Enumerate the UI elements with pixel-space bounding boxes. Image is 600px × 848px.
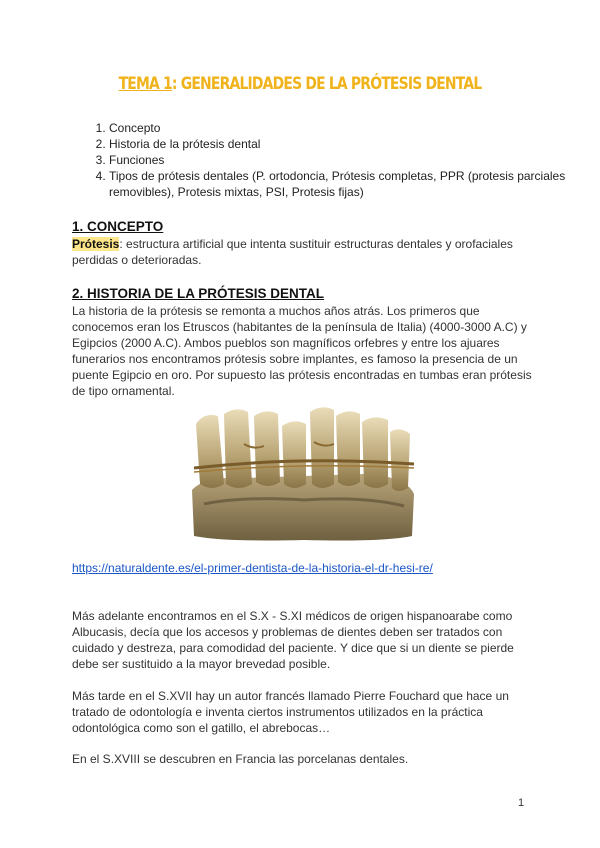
title-topic: TEMA 1 — [118, 74, 172, 94]
toc-item: 3. Funciones — [109, 152, 579, 168]
page-number: 1 — [518, 797, 525, 809]
concepto-text: : estructura artificial que intenta sustituir estructuras dentales y orofaciales perdidas o deterioradas. — [72, 237, 513, 267]
source-link-line — [72, 560, 532, 576]
table-of-contents — [72, 120, 579, 200]
source-link[interactable]: https://naturaldente.es/el-primer-dentista-de-la-historia-el-dr-hesi-re/ — [72, 561, 433, 575]
page-title — [54, 74, 546, 94]
toc-item: 1. Concepto — [109, 120, 579, 136]
concepto-paragraph — [72, 236, 532, 268]
section-heading-historia: 2. HISTORIA DE LA PRÓTESIS DENTAL — [72, 286, 325, 301]
paragraph-fouchard: Más tarde en el S.XVII hay un autor francés llamado Pierre Fouchard que hace un tratado de odontología e inventa ciertos instrumentos utilizados en la práctica odontológica como son el gatillo, el abrebocas… — [72, 689, 509, 735]
toc-item: 4. Tipos de prótesis dentales (P. ortodoncia, Prótesis completas, PPR (protesis parciales removibles), Protesis mixtas, PSI, Protesis fijas) — [109, 168, 579, 200]
section-heading-concepto: 1. CONCEPTO — [72, 219, 164, 234]
historia-paragraph: La historia de la prótesis se remonta a muchos años atrás. Los primeros que conocemos eran los Etruscos (habitantes de la península de Italia) (4000-3000 A.C) y Egipcios (2000 A.C). Ambos pueblos son magníficos orfebres y entre los ajuares funerarios nos encontramos prótesis sobre implantes, es famoso la presencia de un puente Egipcio en oro. Por supuesto las prótesis encontradas en tumbas eran prótesis de tipo ornamental. — [72, 304, 532, 398]
title-subject: : GENERALIDADES DE LA PRÓTESIS DENTAL — [171, 74, 482, 94]
toc-item: 2. Historia de la prótesis dental — [109, 136, 579, 152]
paragraph-albucasis: Más adelante encontramos en el S.X - S.XI médicos de origen hispanoarabe como Albucasis, decía que los accesos y problemas de dientes deben ser tratados con cuidado y destreza, para comodidad del paciente. Y dice que si un diente se pierde debe ser sustituido a la mayor brevedad posible. — [72, 609, 514, 671]
highlighted-term: Prótesis — [72, 237, 120, 251]
ancient-dental-prosthesis-photo — [184, 404, 420, 542]
paragraph-porcelanas: En el S.XVIII se descubren en Francia las porcelanas dentales. — [72, 752, 409, 766]
